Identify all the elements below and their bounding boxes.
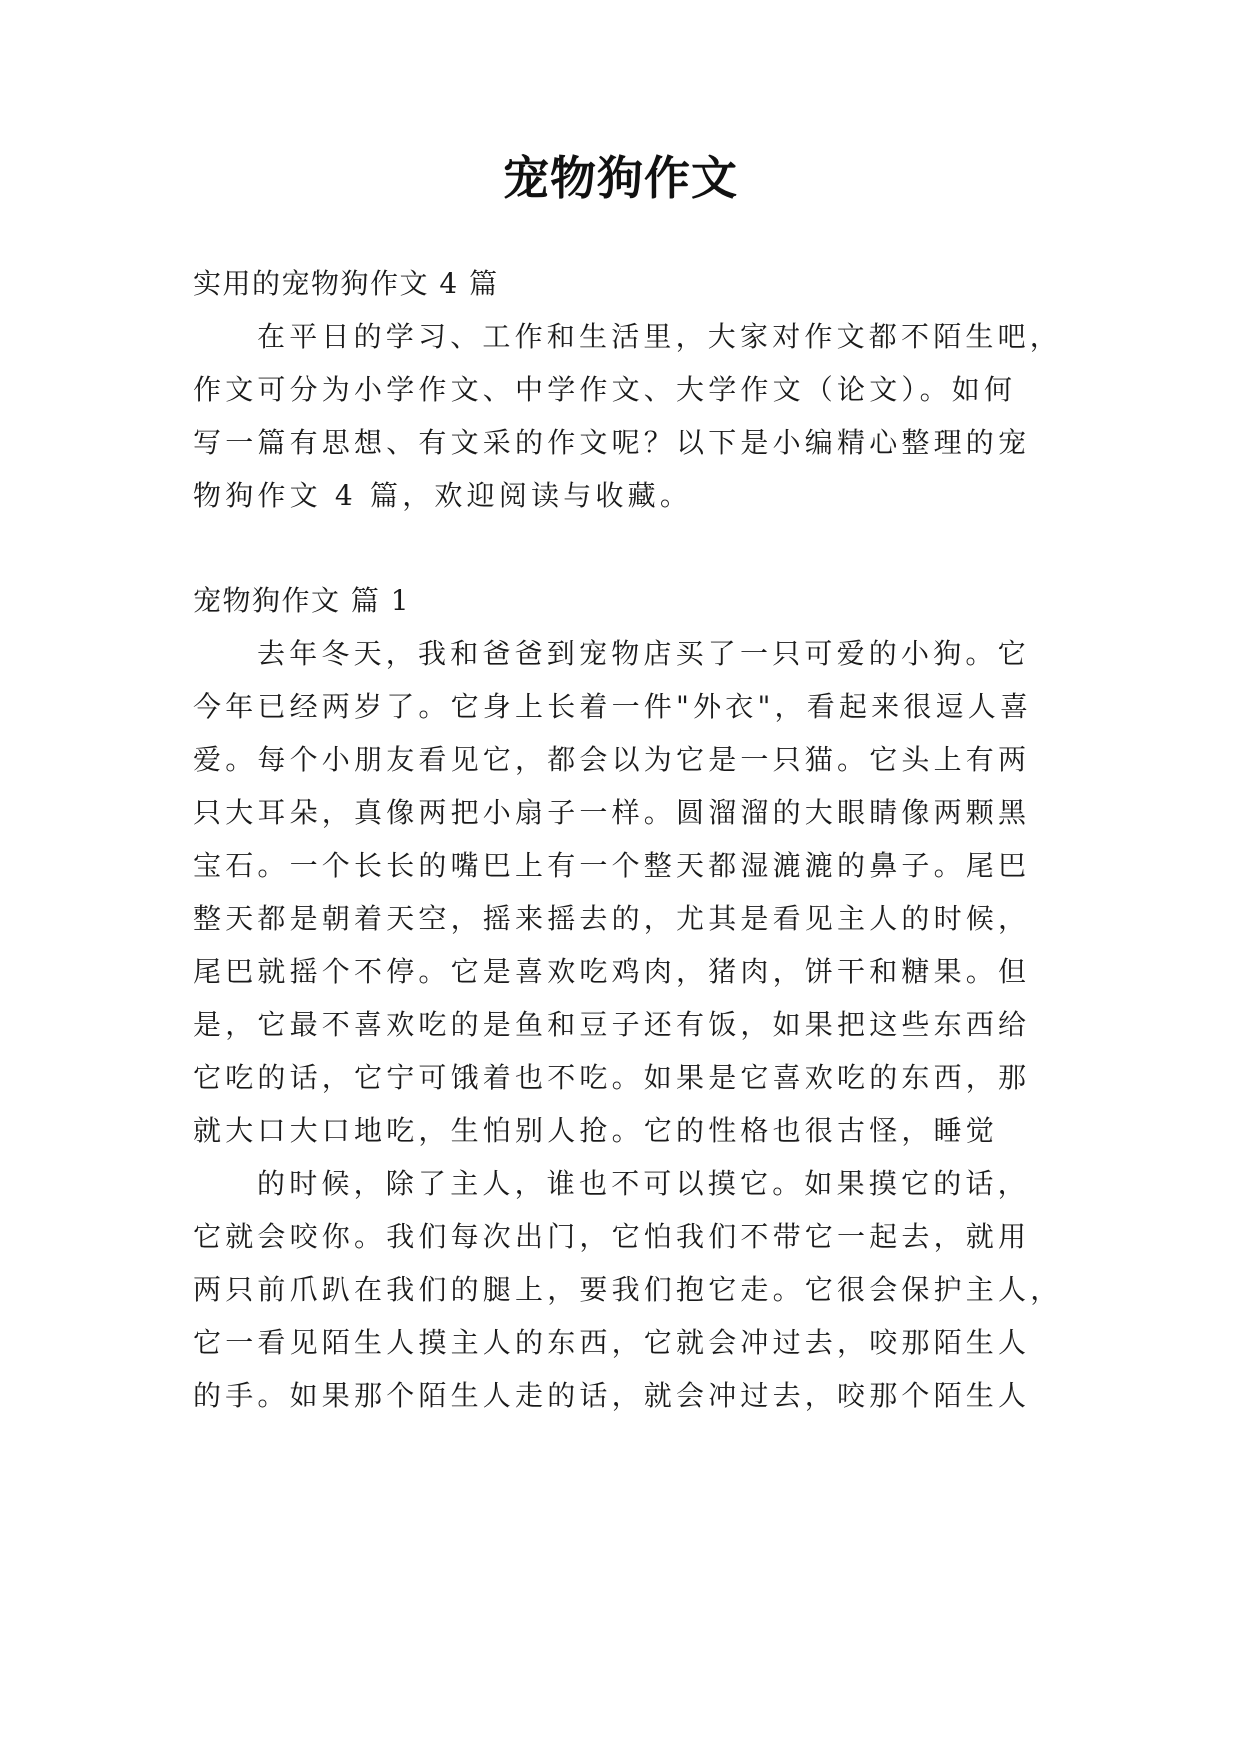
body-line: 的时候，除了主人，谁也不可以摸它。如果摸它的话， (257, 1167, 1030, 1200)
intro-line: 在平日的学习、工作和生活里，大家对作文都不陌生吧， (257, 320, 1063, 353)
body-line: 它一看见陌生人摸主人的东西，它就会冲过去，咬那陌生人 (193, 1326, 1031, 1359)
body-line: 就大口大口地吃，生怕别人抢。它的性格也很古怪，睡觉 (193, 1114, 999, 1147)
document-subtitle: 实用的宠物狗作文 4 篇 (193, 267, 499, 300)
intro-line: 写一篇有思想、有文采的作文呢？以下是小编精心整理的宠 (193, 426, 1031, 459)
body-line: 它吃的话，它宁可饿着也不吃。如果是它喜欢吃的东西，那 (193, 1061, 1031, 1094)
document-title: 宠物狗作文 (503, 151, 738, 205)
body-line: 去年冬天，我和爸爸到宠物店买了一只可爱的小狗。它 (257, 637, 1030, 670)
body-line: 是，它最不喜欢吃的是鱼和豆子还有饭，如果把这些东西给 (193, 1008, 1031, 1041)
body-line: 它就会咬你。我们每次出门，它怕我们不带它一起去，就用 (193, 1220, 1031, 1253)
intro-line: 作文可分为小学作文、中学作文、大学作文（论文）。如何 (193, 373, 1017, 406)
body-line: 爱。每个小朋友看见它，都会以为它是一只猫。它头上有两 (193, 743, 1031, 776)
body-line: 两只前爪趴在我们的腿上，要我们抱它走。它很会保护主人， (193, 1273, 1063, 1306)
body-line: 尾巴就摇个不停。它是喜欢吃鸡肉，猪肉，饼干和糖果。但 (193, 955, 1031, 988)
body-line: 整天都是朝着天空，摇来摇去的，尤其是看见主人的时候， (193, 902, 1031, 935)
body-line: 的手。如果那个陌生人走的话，就会冲过去，咬那个陌生人 (193, 1379, 1031, 1412)
body-line: 只大耳朵，真像两把小扇子一样。圆溜溜的大眼睛像两颗黑 (193, 796, 1031, 829)
body-line: 今年已经两岁了。它身上长着一件"外衣"，看起来很逗人喜 (193, 690, 1033, 723)
body-line: 宝石。一个长长的嘴巴上有一个整天都湿漉漉的鼻子。尾巴 (193, 849, 1031, 882)
section-heading: 宠物狗作文 篇 1 (193, 584, 411, 617)
intro-line: 物狗作文 4 篇，欢迎阅读与收藏。 (193, 479, 693, 512)
